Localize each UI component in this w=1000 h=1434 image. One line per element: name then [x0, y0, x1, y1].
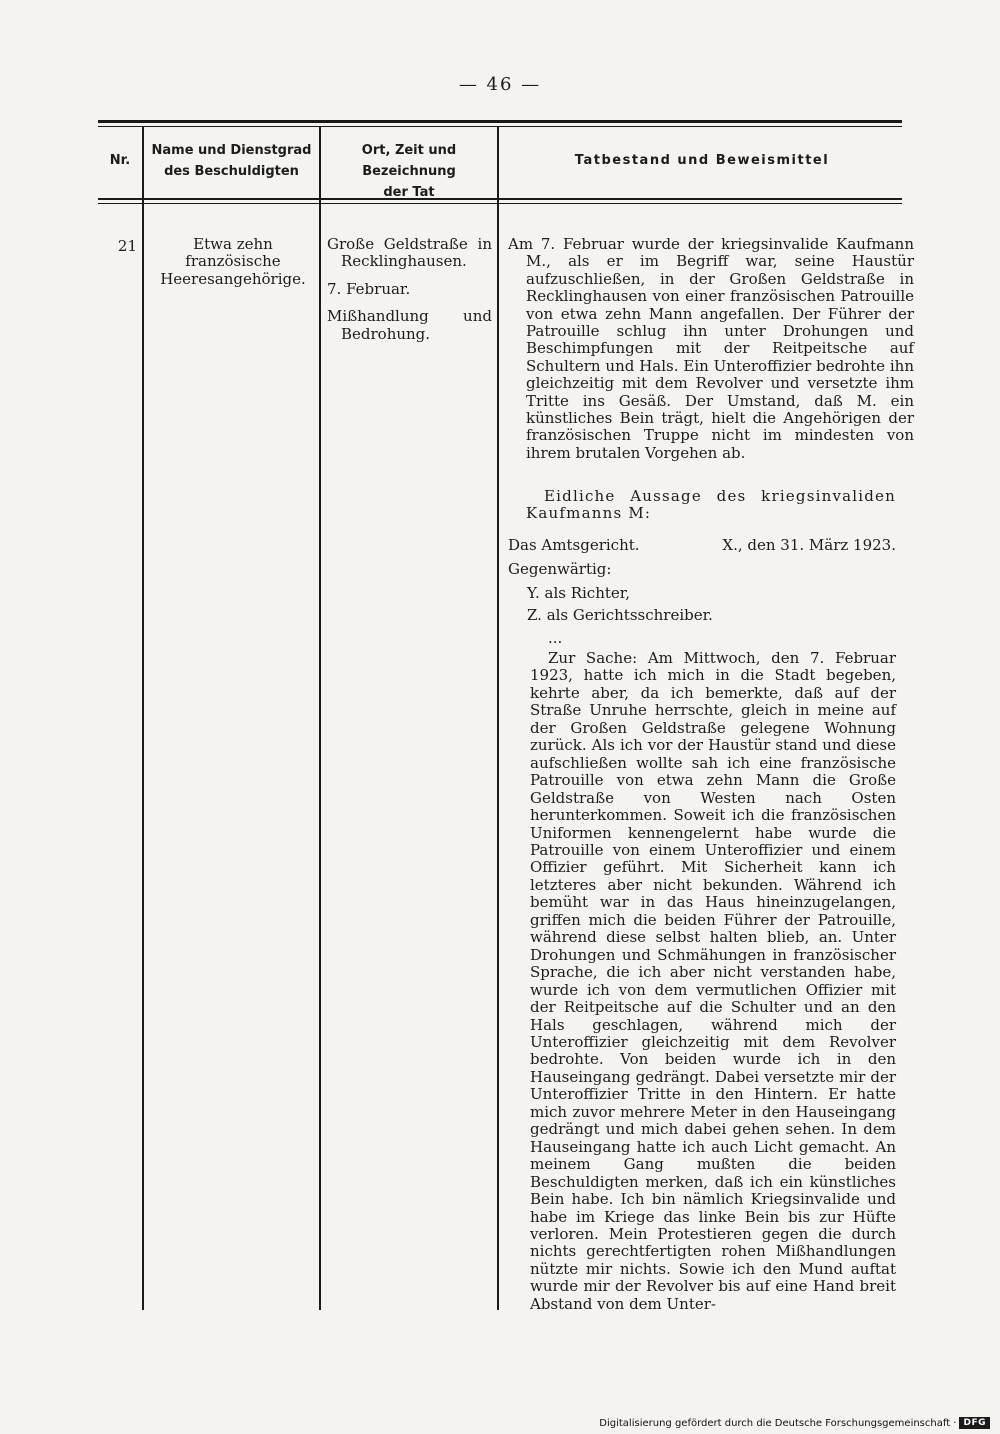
- page-number: — 46 —: [458, 74, 542, 95]
- header-name-line-2: des Beschuldigten: [164, 164, 299, 179]
- top-rule-thin: [98, 126, 902, 127]
- header-rule-thick: [98, 198, 902, 200]
- gegenwaertig: Gegenwärtig:: [508, 560, 612, 578]
- richter: Y. als Richter,: [527, 584, 631, 602]
- column-divider-2: [319, 127, 321, 1310]
- aussage-heading: Eidliche Aussage des kriegsinvaliden Kaufmanns M:: [526, 487, 896, 523]
- header-name: [146, 140, 317, 182]
- entry-ort: Große Geldstraße in Recklinghausen.: [327, 235, 492, 271]
- entry-zeit: 7. Februar.: [327, 279, 411, 298]
- footer-credit: [599, 1417, 990, 1429]
- header-name-line-1: Name und Dienstgrad: [151, 143, 312, 158]
- entry-nr: 21: [117, 237, 137, 255]
- entry-tat: Mißhandlung und Bedrohung.: [327, 307, 492, 343]
- column-divider-3: [497, 127, 499, 1310]
- header-ort-line-2: der Tat: [383, 185, 435, 200]
- top-rule-thick: [98, 120, 902, 123]
- header-ort: [323, 140, 495, 203]
- amtsgericht: Das Amtsgericht.: [508, 536, 640, 554]
- entry-name: Etwa zehn französische Heeresangehörige.: [160, 235, 306, 288]
- footer-text: Digitalisierung gefördert durch die Deutsche Forschungsgemeinschaft ·: [599, 1417, 957, 1429]
- zur-sache: Zur Sache: Am Mittwoch, den 7. Februar 1923, hatte ich mich in die Stadt begeben, kehrte aber, da ich bemerkte, daß auf der Straße Unruhe herrschte, gleich in meine auf der Großen Geldstraße gelegene Wohnung zurück. Als ich vor der Haustür stand und diese aufschließen wollte sah ich eine französische Patrouille von etwa zehn Mann die Große Geldstraße von Westen nach Osten herunterkommen. Soweit ich die französischen Uniformen kennengelernt habe wurde die Patrouille von einem Unteroffizier und einem Offizier geführt. Mit Sicherheit kann ich letzteres aber nicht bekunden. Während ich bemüht war in das Haus hineinzugelangen, griffen mich die beiden Führer der Patrouille, während diese selbst halten blieb, an. Unter Drohungen und Schmähungen in französischer Sprache, die ich aber nicht verstanden habe, wurde ich von dem vermutlichen Offizier mit der Reitpeitsche auf die Schulter und an den Hals geschlagen, während mich der Unteroffizier gleichzeitig mit dem Revolver bedrohte. Von beiden wurde ich in den Hauseingang gedrängt. Dabei versetzte mir der Unteroffizier Tritte in den Hintern. Er hatte mich zuvor mehrere Meter in den Hauseingang gedrängt und mich dabei gehen sehen. In dem Hauseingang hatte ich auch Licht gemacht. An meinem Gang mußten die beiden Beschuldigten merken, daß ich ein künstliches Bein habe. Ich bin nämlich Kriegsinvalide und habe im Kriege das linke Bein bis zur Hüfte verloren. Mein Protestieren gegen die durch nichts gerechtfertigten rohen Mißhandlungen nützte mir nichts. Sowie ich den Mund auftat wurde mir der Revolver bis auf eine Hand breit Abstand von dem Unter-: [530, 649, 896, 1313]
- gerichtsschreiber: Z. als Gerichtsschreiber.: [527, 606, 713, 624]
- ort-datum: X., den 31. März 1923.: [722, 536, 896, 554]
- header-tatbestand: Tatbestand und Beweismittel: [574, 153, 830, 168]
- column-divider-1: [142, 127, 144, 1310]
- header-nr: Nr.: [109, 153, 131, 168]
- tatbestand-intro: Am 7. Februar wurde der kriegsinvalide Kaufmann M., als er im Begriff war, seine Haustür aufzuschließen, in der Großen Geldstraße in Recklinghausen von einer französischen Patrouille von etwa zehn Mann angefallen. Der Führer der Patrouille schlug ihn unter Drohungen und Beschimpfungen mit der Reitpeitsche auf Schultern und Hals. Ein Unteroffizier bedrohte ihn gleichzeitig mit dem Revolver und versetzte ihm Tritte ins Gesäß. Der Umstand, daß M. ein künstliches Bein trägt, hielt die Angehörigen der französischen Truppe nicht im mindesten von ihrem brutalen Vorgehen ab.: [508, 235, 914, 462]
- header-ort-line-1: Ort, Zeit und Bezeichnung: [361, 143, 457, 179]
- amtsgericht-line: [508, 537, 896, 554]
- dfg-logo: DFG: [959, 1417, 990, 1429]
- entry-ort-zeit-tat: [327, 236, 492, 353]
- header-rule-thin: [98, 203, 902, 204]
- ellipsis: ...: [548, 629, 563, 647]
